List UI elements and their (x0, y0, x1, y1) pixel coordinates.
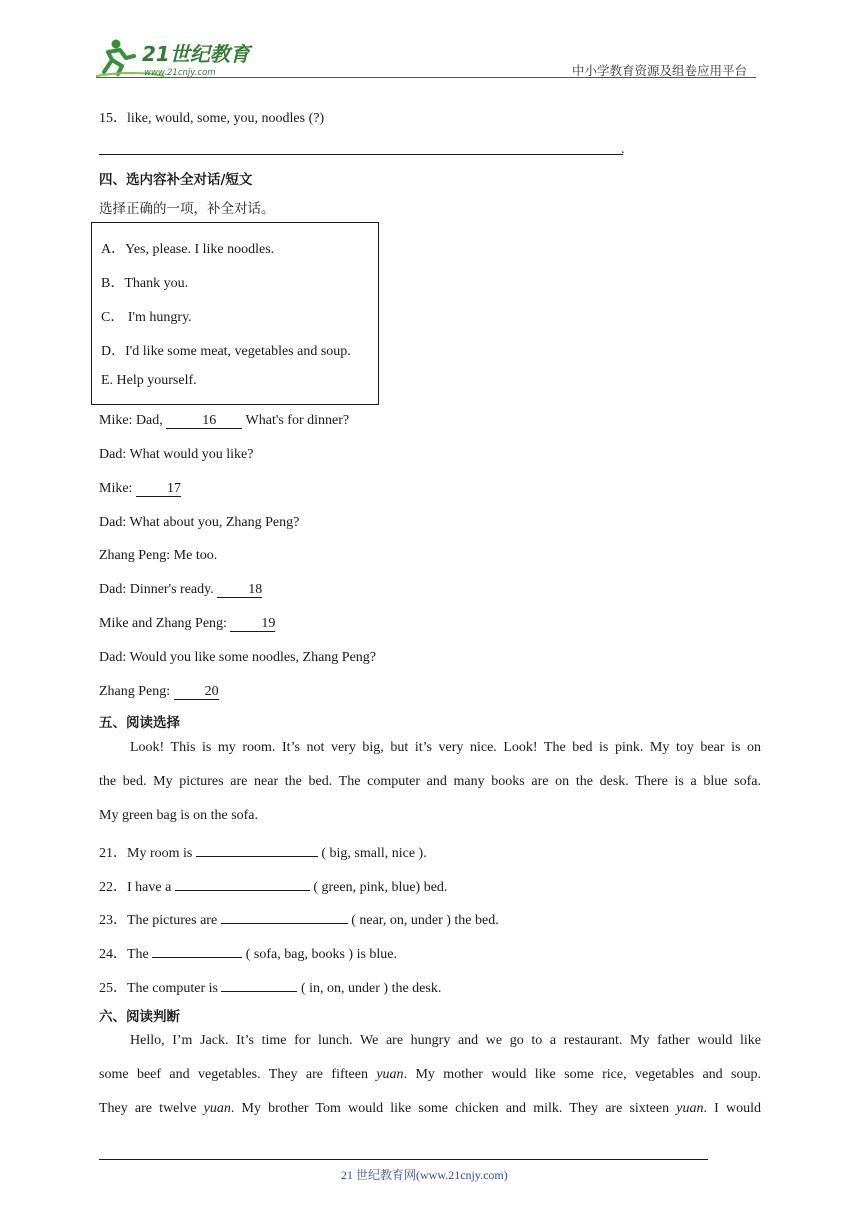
section-6-title: 六、阅读判断 (99, 1009, 180, 1025)
header-tagline: 中小学教育资源及组卷应用平台 (572, 64, 748, 78)
dialogue-line: Mike: Dad, 16 What's for dinner? (99, 413, 350, 428)
answer-blank (175, 877, 310, 891)
dialogue-line: Mike: 17 (99, 481, 181, 496)
option-c: C． I'm hungry. (101, 310, 192, 325)
blank-20: 20 (174, 685, 219, 700)
blank-18: 18 (217, 583, 262, 598)
answer-blank (221, 910, 348, 924)
option-d: D．I'd like some meat, vegetables and soup. (101, 344, 351, 359)
footer-link[interactable]: 21 世纪教育网(www.21cnjy.com) (341, 1168, 508, 1182)
question-24: 24．The ( sofa, bag, books ) is blue. (99, 943, 397, 963)
question-21: 21．My room is ( big, small, nice ). (99, 842, 427, 862)
blank-19: 19 (230, 617, 275, 632)
option-b: B．Thank you. (101, 276, 189, 291)
header-divider (96, 77, 756, 78)
dialogue-line: Zhang Peng: Me too. (99, 548, 218, 563)
dialogue-line: Dad: What about you, Zhang Peng? (99, 515, 300, 530)
passage-line: the bed. My pictures are near the bed. The computer and many books are on the desk. There is a blue sofa. (99, 774, 761, 789)
answer-end-mark: . (621, 142, 625, 157)
passage-line: My green bag is on the sofa. (99, 808, 259, 823)
passage-line: some beef and vegetables. They are fifteen yuan. My mother would like some rice, vegetables and soup. (99, 1067, 761, 1082)
question-25: 25．The computer is ( in, on, under ) the desk. (99, 977, 441, 997)
option-box (91, 222, 379, 405)
answer-blank (221, 978, 297, 992)
option-e: E. Help yourself. (101, 373, 197, 388)
footer-divider (99, 1159, 708, 1160)
passage-line: They are twelve yuan. My brother Tom would like some chicken and milk. They are sixteen yuan. I would (99, 1101, 761, 1116)
svg-text:www.21cnjy.com: www.21cnjy.com (144, 68, 216, 78)
dialogue-line: Mike and Zhang Peng: 19 (99, 616, 276, 631)
section-4-title: 四、选内容补全对话/短文 (99, 172, 253, 188)
question-15: 15．like, would, some, you, noodles (?) (99, 111, 325, 126)
site-logo (94, 36, 264, 80)
passage-line: Look! This is my room. It’s not very big, but it’s very nice. Look! The bed is pink. My toy bear is on (130, 740, 761, 755)
answer-line-15 (99, 154, 623, 155)
question-22: 22．I have a ( green, pink, blue) bed. (99, 876, 447, 896)
svg-text:21世纪教育: 21世纪教育 (142, 42, 250, 66)
section-4-instruction: 选择正确的一项，补全对话。 (99, 201, 275, 217)
blank-17: 17 (136, 482, 181, 497)
dialogue-line: Dad: What would you like? (99, 447, 254, 462)
answer-blank (152, 944, 242, 958)
blank-16: 16 (166, 414, 242, 429)
section-5-title: 五、阅读选择 (99, 715, 180, 731)
option-a: A．Yes, please. I like noodles. (101, 242, 275, 257)
dialogue-line: Zhang Peng: 20 (99, 684, 219, 699)
dialogue-line: Dad: Dinner's ready. 18 (99, 582, 263, 597)
answer-blank (196, 843, 318, 857)
passage-line: Hello, I’m Jack. It’s time for lunch. We are hungry and we go to a restaurant. My father would like (130, 1033, 761, 1048)
question-23: 23．The pictures are ( near, on, under ) the bed. (99, 909, 499, 929)
dialogue-line: Dad: Would you like some noodles, Zhang Peng? (99, 650, 377, 665)
